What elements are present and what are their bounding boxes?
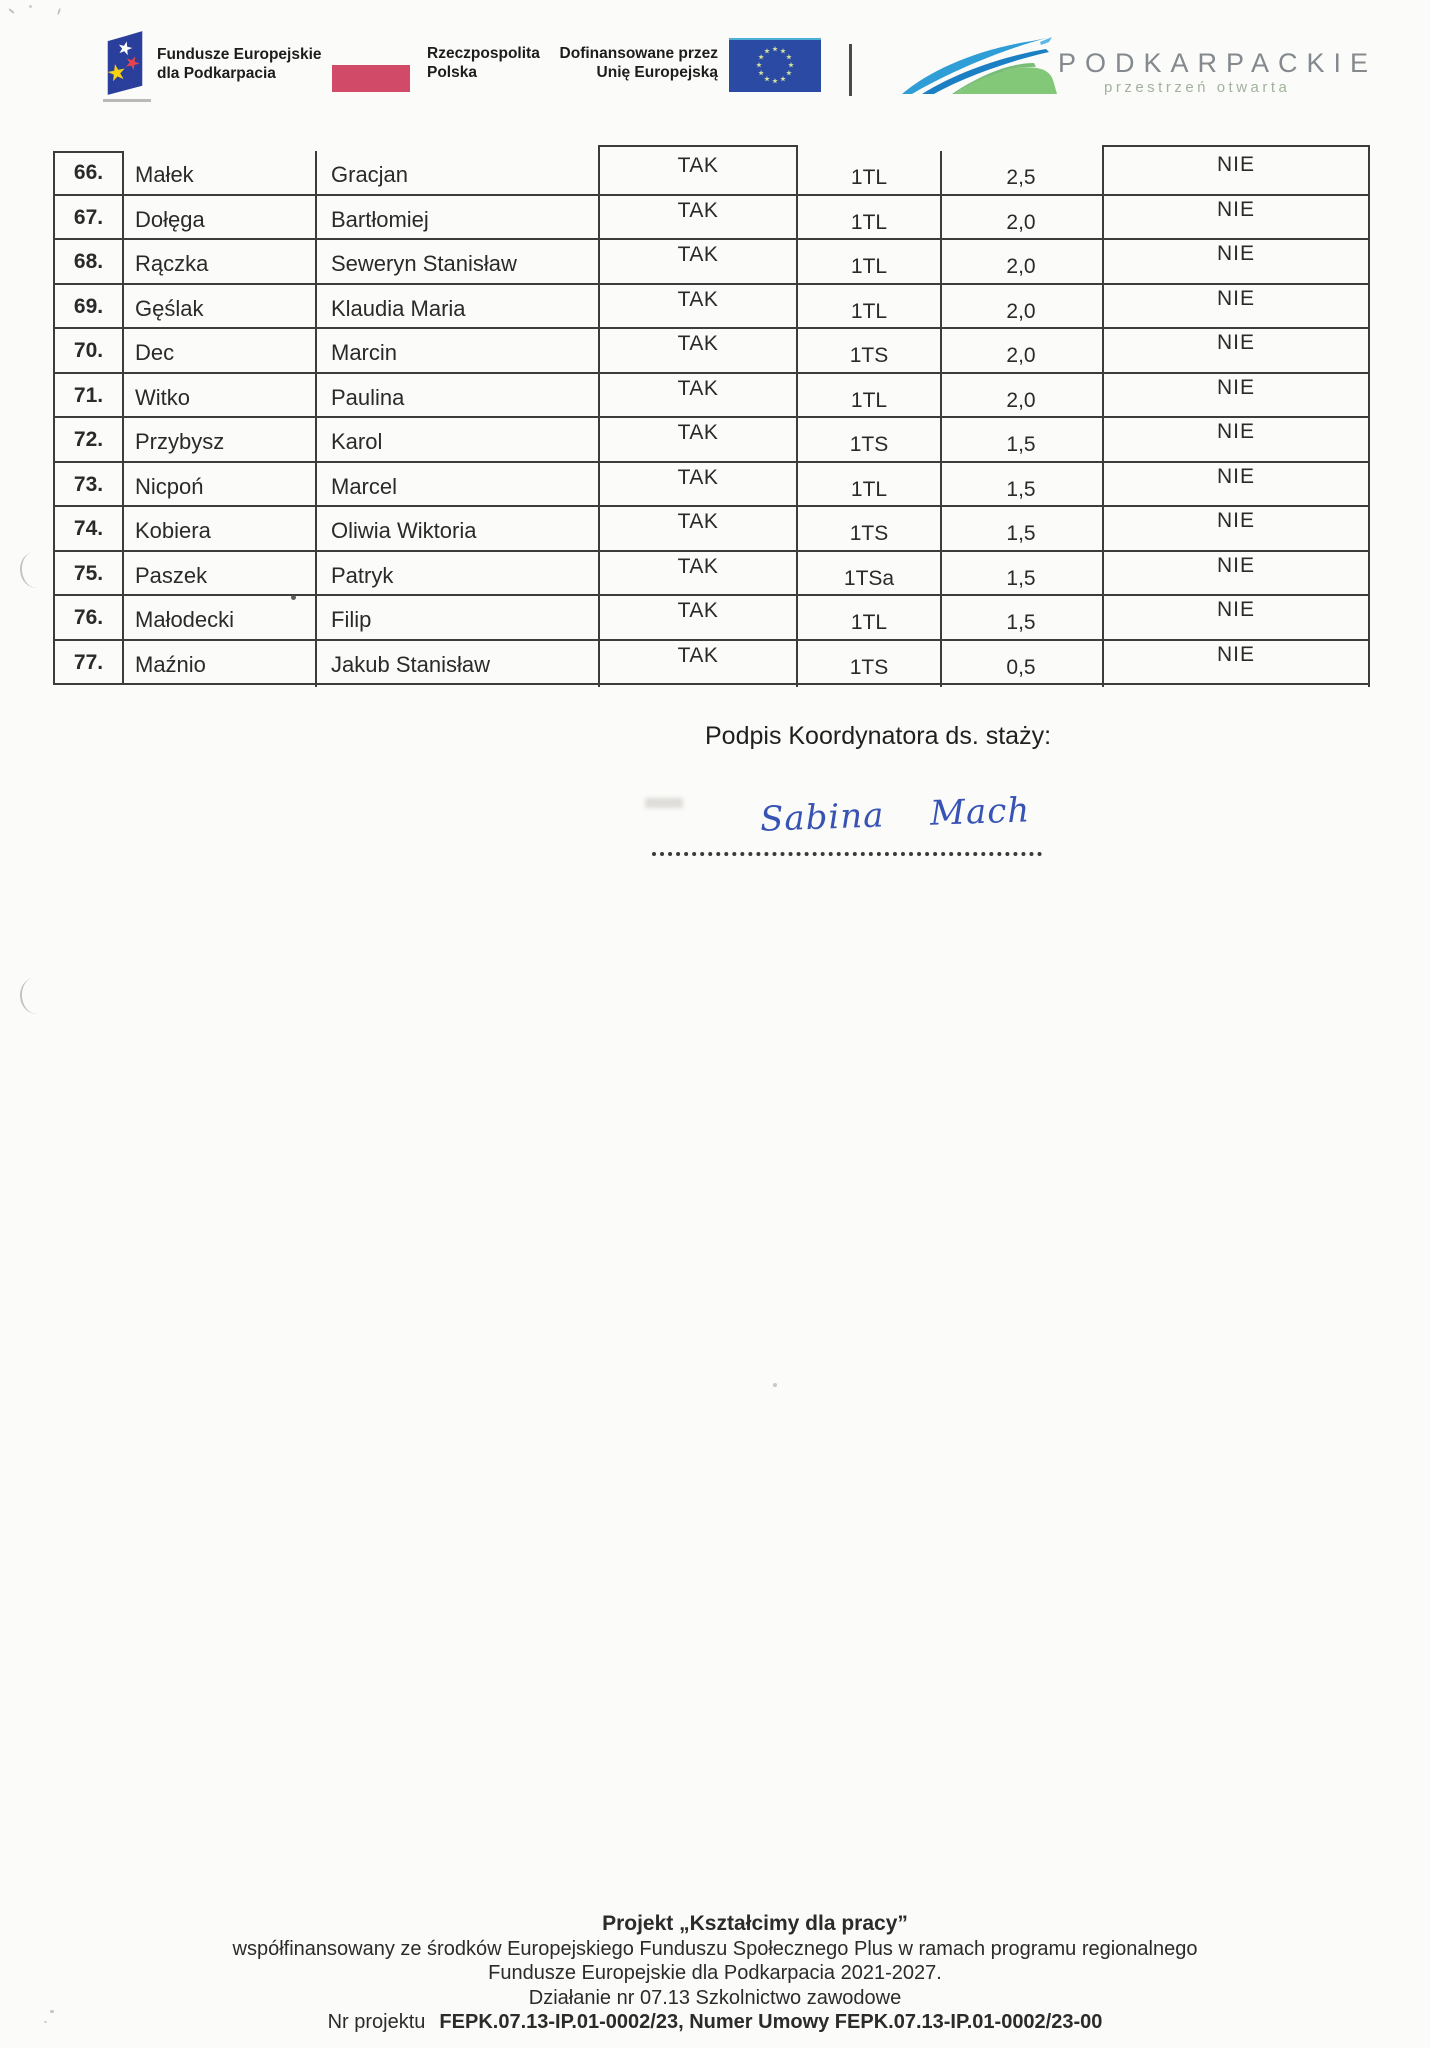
refusal-cell: NIE (1216, 642, 1255, 666)
firstname-cell: Marcel (331, 473, 398, 499)
students-table (53, 145, 1370, 687)
refusal-cell: NIE (1216, 242, 1255, 265)
consent-cell: TAK (677, 287, 719, 311)
row-number-cell: 69. (73, 294, 104, 318)
row-number-cell: 70. (73, 339, 104, 362)
footer-project-title: Projekt „Kształcimy dla pracy” (602, 1912, 908, 1935)
refusal-cell: NIE (1216, 153, 1255, 176)
row-number-cell: 66. (73, 161, 104, 184)
consent-cell: TAK (677, 198, 719, 222)
eu-funding-line1: Dofinansowane przez (559, 45, 718, 62)
consent-cell: TAK (677, 599, 719, 622)
firstname-cell: Klaudia Maria (331, 295, 466, 321)
class-cell: 1TL (850, 210, 888, 234)
class-cell: 1TL (850, 611, 888, 634)
ink-dot-artifact (291, 595, 296, 600)
footer-project-number-label: Nr projektu (327, 2011, 426, 2033)
scan-line-artifact (103, 99, 151, 102)
fundusze-line1: Fundusze Europejskie (157, 46, 322, 63)
refusal-cell: NIE (1216, 420, 1255, 443)
page-curl-mark (18, 977, 50, 1016)
surname-cell: Paszek (135, 562, 208, 588)
surname-cell: Rączka (135, 251, 209, 276)
firstname-cell: Jakub Stanisław (331, 651, 490, 677)
class-cell: 1TS (849, 522, 889, 545)
consent-cell: TAK (677, 243, 719, 266)
row-number-cell: 76. (73, 606, 104, 629)
class-cell: 1TL (850, 166, 888, 189)
eu-funding-line2: Unię Europejską (596, 64, 718, 81)
class-cell: 1TS (849, 655, 889, 679)
footer-action-line: Działanie nr 07.13 Szkolnictwo zawodowe (528, 1986, 902, 2009)
consent-cell: TAK (677, 465, 719, 489)
poland-flag-icon (332, 65, 410, 92)
poland-line1: Rzeczpospolita (427, 45, 540, 62)
grade-cell: 2,0 (1006, 344, 1036, 367)
class-cell: 1TL (850, 255, 888, 278)
class-cell: 1TS (849, 344, 889, 367)
row-number-cell: 72. (73, 428, 104, 451)
grade-column-divider (940, 151, 942, 687)
refusal-column-border (1102, 145, 1370, 687)
eu-funding-label (530, 44, 718, 82)
consent-cell: TAK (677, 376, 719, 400)
grade-cell: 2,0 (1006, 255, 1036, 278)
scan-speck (50, 2010, 54, 2013)
grade-cell: 0,5 (1006, 655, 1036, 679)
refusal-cell: NIE (1216, 598, 1255, 621)
name-column-divider (315, 151, 317, 687)
consent-cell: TAK (677, 554, 719, 578)
firstname-cell: Karol (331, 429, 383, 454)
eu-flag-icon (729, 38, 821, 92)
fundusze-europejskie-label (157, 45, 322, 83)
row-number-cell: 73. (73, 472, 104, 496)
podkarpackie-swoosh-icon (900, 36, 1080, 98)
refusal-cell: NIE (1216, 286, 1255, 310)
refusal-cell: NIE (1216, 375, 1255, 399)
surname-cell: Kobiera (135, 518, 211, 543)
class-cell: 1TL (850, 477, 888, 501)
rzeczpospolita-polska-label (427, 44, 540, 82)
consent-cell: TAK (677, 643, 719, 667)
refusal-cell: NIE (1216, 197, 1255, 221)
surname-cell: Dec (135, 340, 175, 365)
signature-label: Podpis Koordynatora ds. staży: (705, 722, 1052, 750)
number-column-border (53, 151, 124, 685)
surname-cell: Maźnio (135, 651, 206, 677)
firstname-cell: Gracjan (331, 162, 409, 187)
grade-cell: 1,5 (1006, 566, 1036, 590)
refusal-cell: NIE (1216, 509, 1255, 532)
poland-line2: Polska (427, 64, 477, 81)
grade-cell: 2,0 (1006, 299, 1036, 323)
firstname-cell: Bartłomiej (331, 206, 429, 232)
consent-cell: TAK (677, 510, 719, 533)
surname-cell: Witko (135, 384, 190, 410)
row-number-cell: 74. (73, 517, 104, 540)
consent-column-border (598, 145, 798, 687)
pencil-smudge-artifact (645, 798, 683, 808)
refusal-cell: NIE (1216, 464, 1255, 488)
consent-cell: TAK (677, 421, 719, 444)
refusal-cell: NIE (1216, 553, 1255, 577)
fundusze-europejskie-flag-icon (105, 28, 145, 98)
grade-cell: 1,5 (1006, 433, 1036, 456)
surname-cell: Dołęga (135, 206, 205, 232)
class-cell: 1TS (849, 433, 889, 456)
logos-header (0, 0, 1430, 110)
handwritten-signature: Sabina Mach (759, 790, 1031, 840)
signature-dotted-line (652, 832, 1042, 856)
grade-cell: 2,0 (1006, 388, 1036, 412)
podkarpackie-title: PODKARPACKIE (1058, 48, 1378, 78)
row-number-cell: 68. (73, 250, 104, 273)
footer-project-number-value: FEPK.07.13-IP.01-0002/23, Numer Umowy FEPK.07.13-IP.01-0002/23-00 (439, 2011, 1103, 2033)
header-divider (849, 44, 852, 96)
surname-cell: Małodecki (135, 607, 235, 632)
grade-cell: 1,5 (1006, 477, 1036, 501)
scan-speck (44, 2021, 47, 2023)
firstname-cell: Oliwia Wiktoria (331, 518, 477, 543)
row-number-cell: 75. (73, 561, 104, 585)
firstname-cell: Patryk (331, 562, 394, 588)
row-number-cell: 67. (73, 205, 104, 229)
class-cell: 1TSa (843, 566, 895, 590)
class-cell: 1TL (850, 388, 888, 412)
consent-cell: TAK (677, 332, 719, 355)
surname-cell: Małek (135, 162, 194, 187)
footer-cofinancing-line: współfinansowany ze środków Europejskiego Funduszu Społecznego Plus w ramach programu regionalnego (232, 1937, 1198, 1960)
grade-cell: 2,0 (1006, 210, 1036, 234)
footer-program-line: Fundusze Europejskie dla Podkarpacia 2021-2027. (488, 1962, 942, 1984)
surname-cell: Gęślak (135, 295, 204, 321)
podkarpackie-tagline: przestrzeń otwarta (1104, 79, 1291, 96)
page-curl-mark (18, 551, 50, 590)
footer-project-number-line (0, 2010, 1430, 2035)
grade-cell: 2,5 (1006, 166, 1036, 189)
firstname-cell: Paulina (331, 384, 405, 410)
firstname-cell: Filip (331, 607, 372, 632)
row-number-cell: 77. (73, 650, 104, 674)
consent-cell: TAK (677, 154, 719, 177)
scan-speck (29, 5, 32, 8)
surname-cell: Przybysz (135, 429, 225, 454)
firstname-cell: Seweryn Stanisław (331, 251, 517, 276)
fundusze-line2: dla Podkarpacia (157, 65, 276, 82)
project-footer (0, 1912, 1430, 2035)
scan-speck (773, 1383, 777, 1387)
row-number-cell: 71. (73, 383, 104, 407)
class-cell: 1TL (850, 299, 888, 323)
surname-cell: Nicpoń (135, 473, 204, 499)
refusal-cell: NIE (1216, 331, 1255, 354)
firstname-cell: Marcin (331, 340, 398, 365)
grade-cell: 1,5 (1006, 522, 1036, 545)
grade-cell: 1,5 (1006, 611, 1036, 634)
